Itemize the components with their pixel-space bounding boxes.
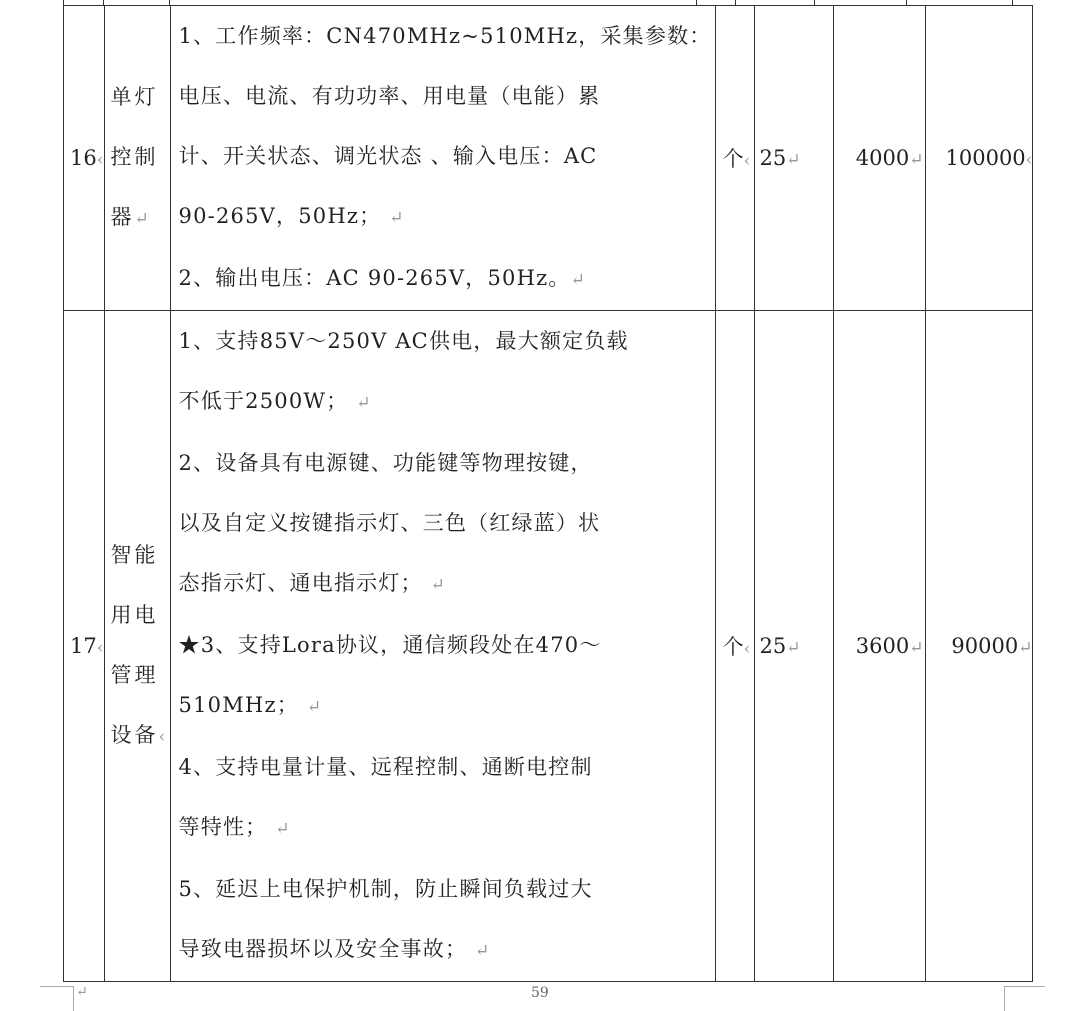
- crop-mark-left: [40, 986, 74, 1011]
- paragraph-mark: ↵: [76, 984, 88, 1000]
- table-row: [64, 6, 1033, 311]
- item-total: 90000↵: [926, 311, 1033, 982]
- page-number: 59: [531, 985, 549, 1001]
- item-unit: 个‹: [716, 6, 755, 311]
- item-unit-price: 3600↵: [834, 311, 926, 982]
- item-total: 100000‹: [926, 6, 1033, 311]
- item-description: 1、工作频率：CN470MHz~510MHz，采集参数： 电压、电流、有功功率、用电量（电能）累 计、开关状态、调光状态 、输入电压：AC 90-265V，50Hz； ↵ 2、输出电压：AC 90-265V，50Hz。↵: [170, 6, 716, 311]
- item-description: 1、支持85V～250V AC供电，最大额定负载 不低于2500W； ↵ 2、设备具有电源键、功能键等物理按键， 以及自定义按键指示灯、三色（红绿蓝）状 态指示灯、通电指示灯； ↵ ★3、支持Lora协议，通信频段处在470～ 510MHz； ↵ 4、支持电量计量、远程控制、通断电控制 等特性； ↵ 5、延迟上电保护机制，防止瞬间负载过大 导致电器损坏以及安全事故； ↵: [170, 311, 716, 982]
- spec-table: [63, 5, 1033, 982]
- row-index: 16‹: [64, 6, 105, 311]
- item-quantity: 25↵: [755, 311, 834, 982]
- item-name: 智能 用电 管理 设备‹: [104, 311, 170, 982]
- item-unit-price: 4000↵: [834, 6, 926, 311]
- item-unit: 个‹: [716, 311, 755, 982]
- crop-mark-right: [1004, 986, 1045, 1011]
- table-row: [64, 311, 1033, 982]
- item-name: 单灯 控制 器↵: [104, 6, 170, 311]
- item-quantity: 25↵: [755, 6, 834, 311]
- row-index: 17‹: [64, 311, 105, 982]
